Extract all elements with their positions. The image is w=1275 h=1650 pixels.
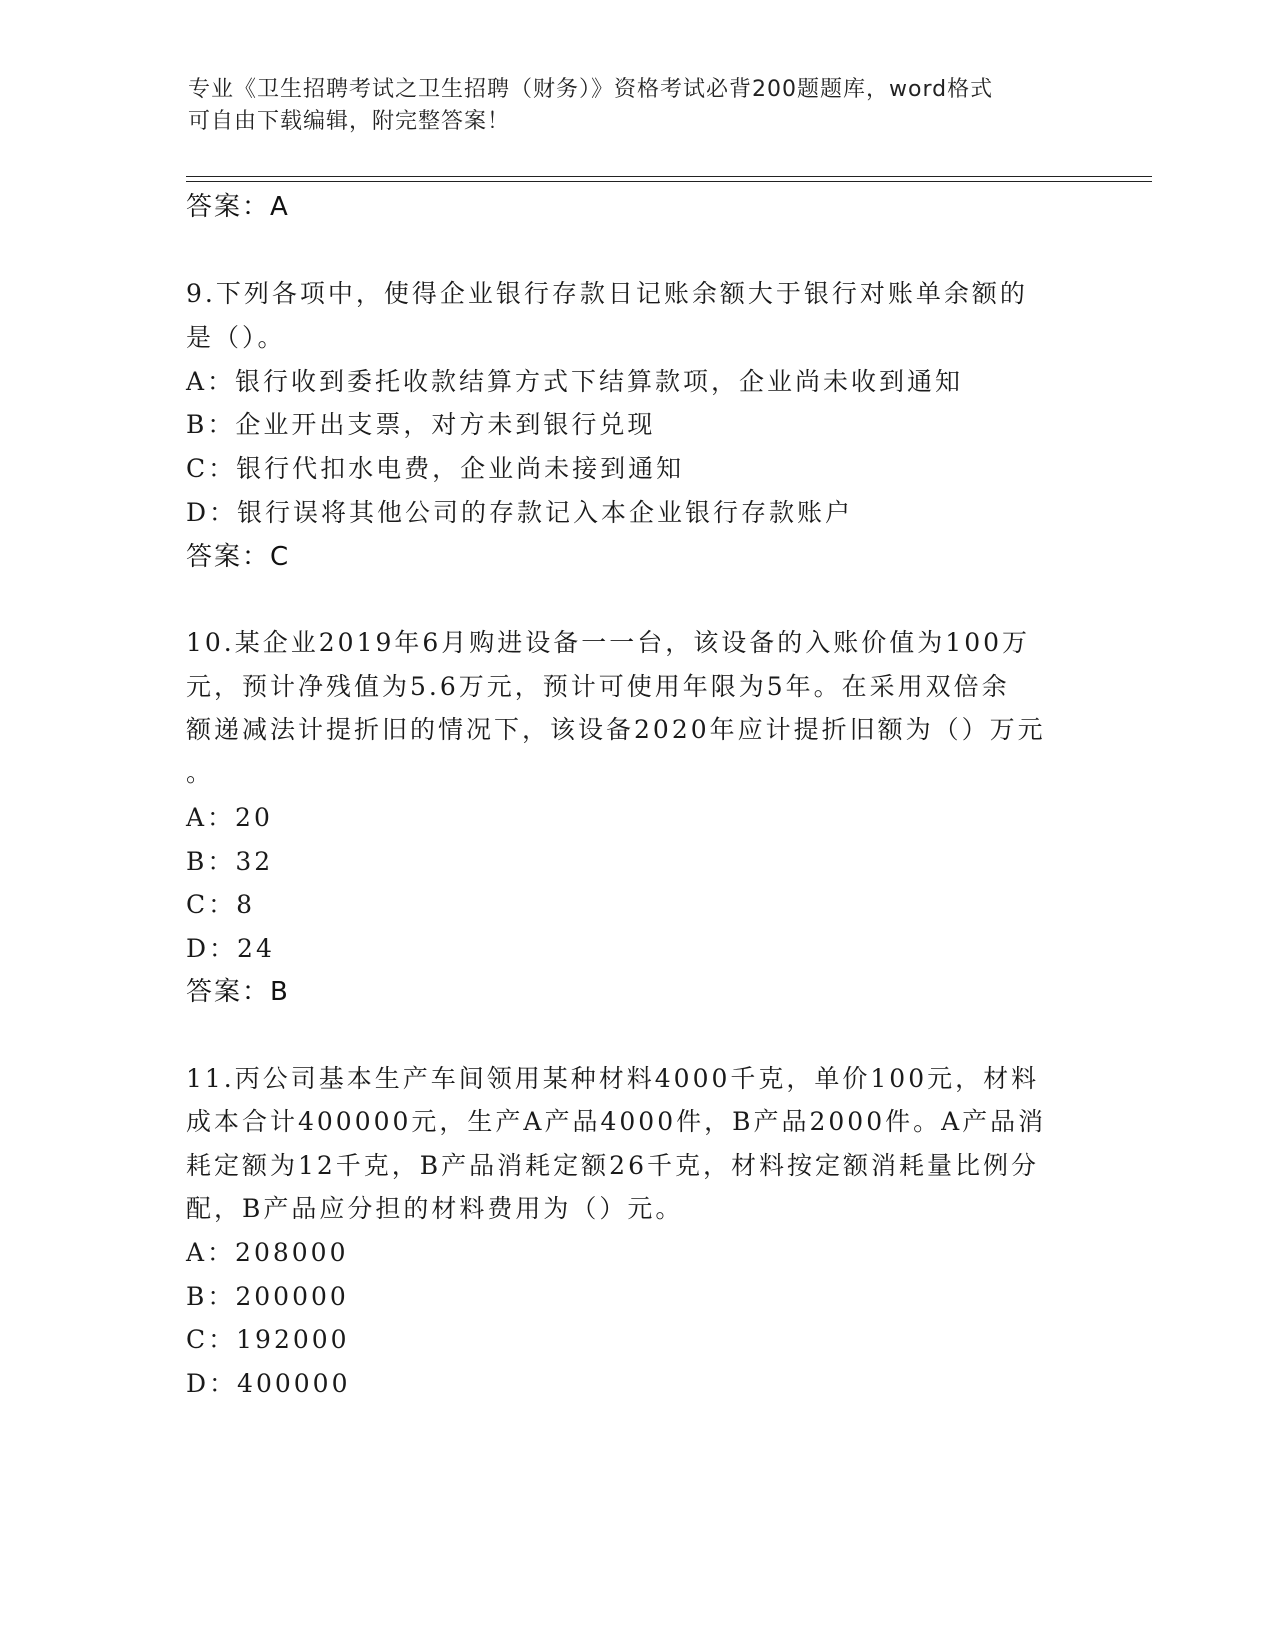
question-9-option-b: B：企业开出支票，对方未到银行兑现: [186, 410, 656, 439]
question-11-stem-line-1: 11.丙公司基本生产车间领用某种材料4000千克，单价100元，材料: [186, 1064, 1040, 1093]
question-10-stem-line-4: 。: [186, 758, 215, 787]
question-9-stem-line-2: 是（）。: [186, 323, 286, 352]
question-10-stem-line-2: 元，预计净残值为5.6万元，预计可使用年限为5年。在采用双倍余: [186, 672, 1010, 701]
question-10-stem-line-1: 10.某企业2019年6月购进设备一一台，该设备的入账价值为100万: [186, 628, 1031, 657]
header-divider-top: [186, 176, 1152, 177]
question-10-option-c: C：8: [186, 890, 256, 919]
question-9-option-a: A：银行收到委托收款结算方式下结算款项，企业尚未收到通知: [186, 367, 964, 396]
question-11-stem-line-4: 配，B产品应分担的材料费用为（）元。: [186, 1194, 684, 1223]
question-11-option-a: A：208000: [186, 1238, 349, 1267]
question-10-option-b: B：32: [186, 847, 274, 876]
question-10-stem-line-3: 额递减法计提折旧的情况下，该设备2020年应计提折旧额为（）万元: [186, 715, 1046, 744]
question-10-option-a: A：20: [186, 803, 273, 832]
question-10-option-d: D：24: [186, 934, 275, 963]
question-11-stem-line-3: 耗定额为12千克，B产品消耗定额26千克，材料按定额消耗量比例分: [186, 1151, 1039, 1180]
question-9-stem-line-1: 9.下列各项中，使得企业银行存款日记账余额大于银行对账单余额的: [186, 279, 1028, 308]
header-divider-bottom: [186, 181, 1152, 182]
question-9-option-c: C：银行代扣水电费，企业尚未接到通知: [186, 454, 685, 483]
question-9-answer: 答案：C: [186, 542, 291, 572]
question-11-option-b: B：200000: [186, 1282, 349, 1311]
question-11-option-c: C：192000: [186, 1325, 350, 1354]
previous-answer: 答案：A: [186, 192, 290, 222]
document-header: [188, 74, 1068, 138]
header-line-1: 专业《卫生招聘考试之卫生招聘（财务）》资格考试必背200题题库，word格式: [188, 77, 994, 102]
question-10-answer: 答案：B: [186, 977, 290, 1007]
question-9-option-d: D：银行误将其他公司的存款记入本企业银行存款账户: [186, 498, 854, 527]
header-line-2: 可自由下载编辑，附完整答案！: [188, 109, 511, 134]
question-11-stem-line-2: 成本合计400000元，生产A产品4000件，B产品2000件。A产品消: [186, 1107, 1047, 1136]
question-11-option-d: D：400000: [186, 1369, 351, 1398]
